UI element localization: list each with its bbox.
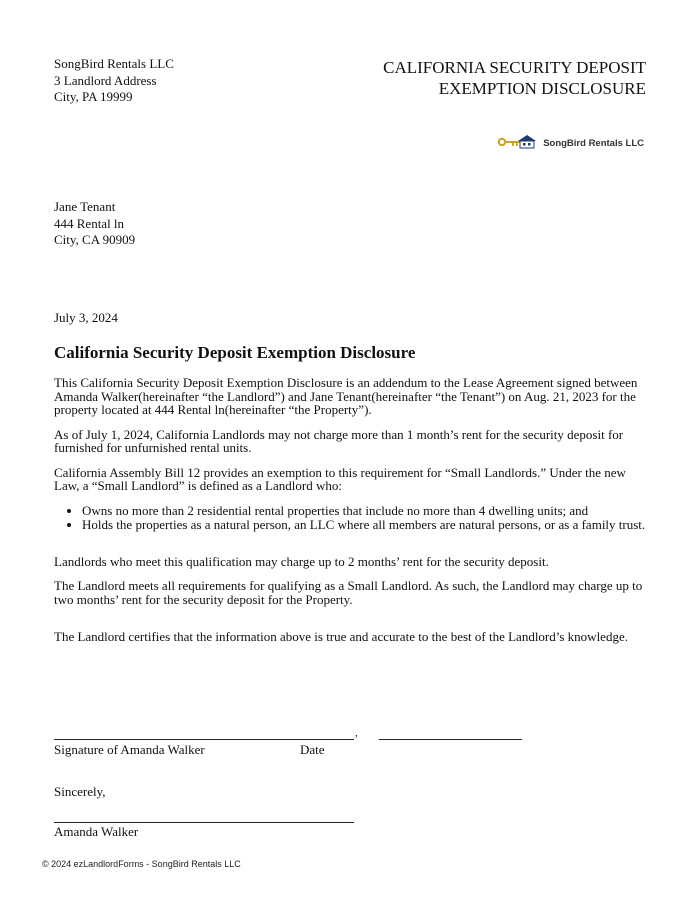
recipient-name: Jane Tenant (54, 199, 116, 214)
key-house-icon (497, 133, 537, 154)
company-logo (497, 133, 644, 154)
logo-text: SongBird Rentals LLC (543, 138, 644, 149)
document-title-line2: EXEMPTION DISCLOSURE (438, 79, 646, 98)
footer-copyright: © 2024 ezLandlordForms - SongBird Rentals LLC (42, 859, 241, 869)
sender-address-line2: City, PA 19999 (54, 89, 133, 104)
signature-section (54, 727, 654, 839)
requirements-list (54, 504, 648, 532)
document-title (383, 57, 646, 99)
signature-line[interactable] (54, 739, 354, 740)
requirements-list-item: • Holds the properties as a natural person, an LLC where all members are natural persons, or as a family trust. (82, 518, 648, 532)
sender-address-line1: 3 Landlord Address (54, 72, 157, 88)
document-heading: California Security Deposit Exemption Disclosure (54, 343, 416, 362)
printed-name-line[interactable] (54, 822, 354, 823)
requirements-list-item: • Owns no more than 2 residential rental properties that include no more than 4 dwelling units; and (82, 504, 648, 518)
letter-date: July 3, 2024 (54, 310, 118, 325)
document-title-line1: CALIFORNIA SECURITY DEPOSIT (383, 58, 646, 77)
paragraph-qualification: Landlords who meet this qualification may charge up to 2 months’ rent for the security deposit. (54, 553, 549, 569)
date-line[interactable] (379, 739, 522, 740)
printed-name: Amanda Walker (54, 824, 139, 839)
recipient-address-line1: 444 Rental ln (54, 215, 125, 231)
recipient-address-block (54, 199, 135, 249)
paragraph-deposit-limit: As of July 1, 2024, California Landlords may not charge more than 1 month’s rent for the security deposit for furnished for unfurnished rental units. (54, 426, 624, 455)
sender-address-block (54, 56, 174, 106)
signature-line-comma: , (355, 727, 358, 739)
recipient-address-line2: City, CA 90909 (54, 232, 136, 247)
closing: Sincerely, (54, 784, 106, 799)
paragraph-addendum: This California Security Deposit Exemption Disclosure is an addendum to the Lease Agreement signed between Amanda Walker(hereinafter “the Landlord”) and Jane Tenant(hereinafter “the Tenant”) on Aug. 21, 2023 for the property located at 444 Rental ln(hereinafter “the Property”). (54, 375, 638, 417)
paragraph-certification: The Landlord certifies that the information above is true and accurate to the best of the Landlord’s knowledge. (54, 629, 628, 644)
sender-name: SongBird Rentals LLC (54, 56, 174, 71)
signature-label: Signature of Amanda Walker (54, 742, 205, 757)
paragraph-small-landlord: California Assembly Bill 12 provides an exemption to this requirement for “Small Landlords.” Under the new Law, a “Small Landlord” is defined as a Landlord who: (54, 464, 626, 493)
paragraph-landlord-qualifies: The Landlord meets all requirements for qualifying as a Small Landlord. As such, the Landlord may charge up to two months’ rent for the security deposit for the Property. (54, 578, 643, 607)
date-label: Date (300, 742, 325, 757)
document-body (54, 376, 648, 655)
